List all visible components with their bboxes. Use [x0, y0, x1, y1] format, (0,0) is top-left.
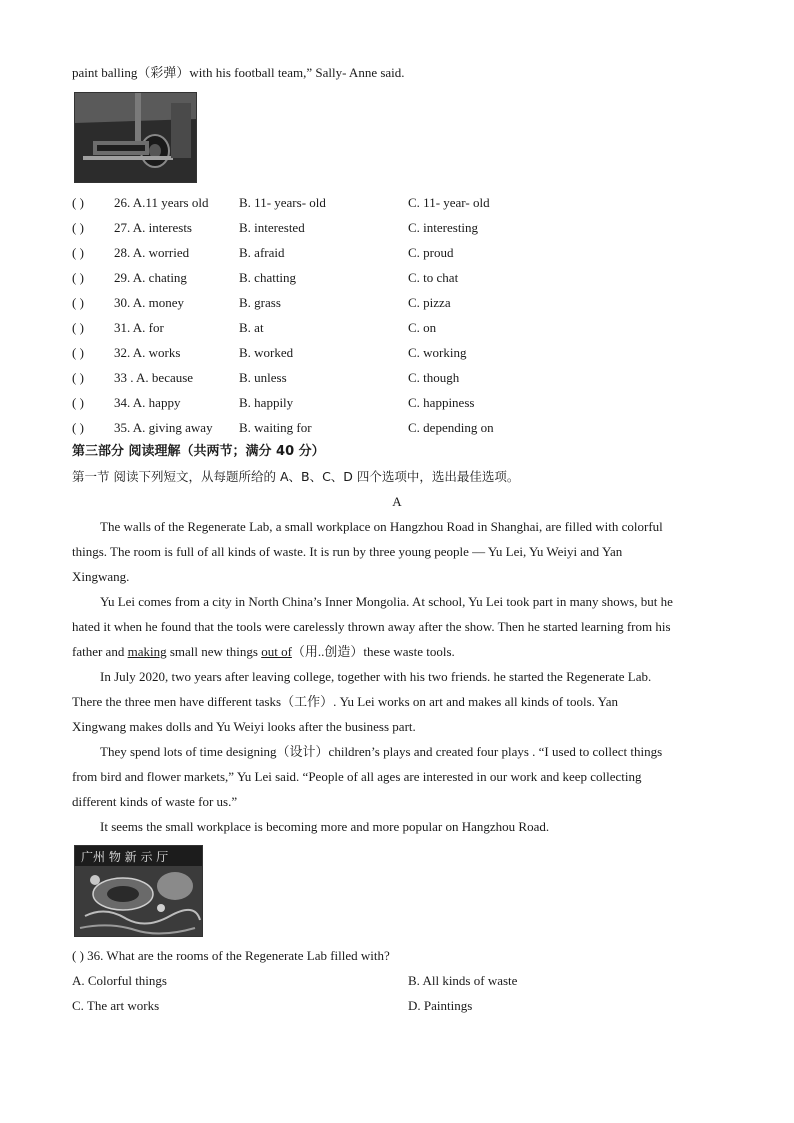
option-b: B. interested: [239, 220, 305, 235]
question-36-option-c[interactable]: C. The art works: [72, 998, 160, 1013]
underlined-phrase-out-of: out of: [261, 644, 292, 659]
answer-blank[interactable]: ( ): [72, 370, 84, 385]
option-b: B. waiting for: [239, 420, 312, 435]
paragraph-3-line: In July 2020, two years after leaving college, together with his two friends. he started the Regenerate Lab.: [100, 669, 652, 684]
option-c: C. interesting: [408, 220, 479, 235]
option-c: C. on: [408, 320, 437, 335]
question-36-option-a[interactable]: A. Colorful things: [72, 973, 167, 988]
paintball-photo: [74, 92, 197, 183]
option-a: 34. A. happy: [114, 395, 181, 410]
question-27: [72, 215, 732, 240]
intro-line: paint balling（彩弹）with his football team,” Sally- Anne said.: [72, 65, 405, 80]
underlined-word-making: making: [127, 644, 167, 659]
question-35: [72, 415, 732, 440]
paintball-image: [75, 93, 196, 182]
paragraph-4-line: They spend lots of time designing（设计）children’s plays and created four plays . “I used to collect things: [100, 744, 663, 759]
option-c: C. working: [408, 345, 467, 360]
answer-blank[interactable]: ( ): [72, 195, 84, 210]
paragraph-3-line: There the three men have different tasks（工作）. Yu Lei works on art and makes all kinds of tools. Yan: [72, 694, 619, 709]
text-segment: （用..创造）these waste tools.: [291, 644, 455, 659]
lab-artwork-image: [75, 846, 202, 936]
option-b: B. chatting: [239, 270, 297, 285]
paragraph-2-line: hated it when he found that the tools were carelessly thrown away after the show. Then he started learning from his: [72, 619, 671, 634]
option-a: 28. A. worried: [114, 245, 190, 260]
question-36-stem: ( ) 36. What are the rooms of the Regenerate Lab filled with?: [72, 948, 390, 963]
option-c: C. 11- year- old: [408, 195, 490, 210]
answer-blank[interactable]: ( ): [72, 295, 84, 310]
answer-blank[interactable]: ( ): [72, 320, 84, 335]
option-a: 32. A. works: [114, 345, 181, 360]
question-29: [72, 265, 732, 290]
question-34: [72, 390, 732, 415]
option-a: 33 . A. because: [114, 370, 194, 385]
option-b: B. grass: [239, 295, 281, 310]
option-c: C. depending on: [408, 420, 494, 435]
answer-blank[interactable]: ( ): [72, 245, 84, 260]
option-b: B. happily: [239, 395, 294, 410]
question-31: [72, 315, 732, 340]
option-c: C. proud: [408, 245, 454, 260]
section-instruction: 第一节 阅读下列短文，从每题所给的 A、B、C、D 四个选项中，选出最佳选项。: [72, 469, 520, 484]
paragraph-3-line: Xingwang makes dolls and Yu Weiyi looks after the business part.: [72, 719, 416, 734]
option-a: 26. A.11 years old: [114, 195, 209, 210]
paragraph-2-line: Yu Lei comes from a city in North China’s Inner Mongolia. At school, Yu Lei took part in many shows, but he: [100, 594, 673, 609]
question-36-option-b[interactable]: B. All kinds of waste: [408, 973, 518, 988]
question-32: [72, 340, 732, 365]
question-36-option-d[interactable]: D. Paintings: [408, 998, 473, 1013]
option-a: 27. A. interests: [114, 220, 192, 235]
option-b: B. unless: [239, 370, 287, 385]
question-30: [72, 290, 732, 315]
paragraph-4-line: from bird and flower markets,” Yu Lei said. “People of all ages are interested in our work and keep collecting: [72, 769, 642, 784]
question-33: [72, 365, 732, 390]
option-b: B. 11- years- old: [239, 195, 326, 210]
answer-blank[interactable]: ( ): [72, 395, 84, 410]
paragraph-5-line: It seems the small workplace is becoming more and more popular on Hangzhou Road.: [100, 819, 550, 834]
text-segment: father and: [72, 644, 128, 659]
question-26: [72, 190, 732, 215]
passage-label: A: [392, 494, 402, 509]
option-c: C. though: [408, 370, 460, 385]
option-b: B. worked: [239, 345, 294, 360]
option-c: C. pizza: [408, 295, 451, 310]
paragraph-1-line: things. The room is full of all kinds of waste. It is run by three young people — Yu Lei, Yu Weiyi and Yan: [72, 544, 623, 559]
paragraph-1-line: Xingwang.: [72, 569, 130, 584]
photo-caption: 广州 物 新 示 厅: [81, 850, 169, 864]
answer-blank[interactable]: ( ): [72, 345, 84, 360]
question-28: [72, 240, 732, 265]
option-a: 29. A. chating: [114, 270, 187, 285]
answer-blank[interactable]: ( ): [72, 220, 84, 235]
option-a: 31. A. for: [114, 320, 164, 335]
option-b: B. afraid: [239, 245, 285, 260]
paragraph-4-line: different kinds of waste for us.”: [72, 794, 238, 809]
paragraph-2-line: [72, 639, 455, 664]
regenerate-lab-photo: [74, 845, 203, 937]
option-c: C. happiness: [408, 395, 475, 410]
paragraph-1-line: The walls of the Regenerate Lab, a small workplace on Hangzhou Road in Shanghai, are filled with colorful: [100, 519, 663, 534]
option-b: B. at: [239, 320, 264, 335]
option-c: C. to chat: [408, 270, 459, 285]
option-a: 30. A. money: [114, 295, 185, 310]
text-segment: small new things: [166, 644, 262, 659]
answer-blank[interactable]: ( ): [72, 420, 84, 435]
answer-blank[interactable]: ( ): [72, 270, 84, 285]
section-title: 第三部分 阅读理解（共两节；满分 40 分）: [72, 444, 325, 459]
option-a: 35. A. giving away: [114, 420, 213, 435]
